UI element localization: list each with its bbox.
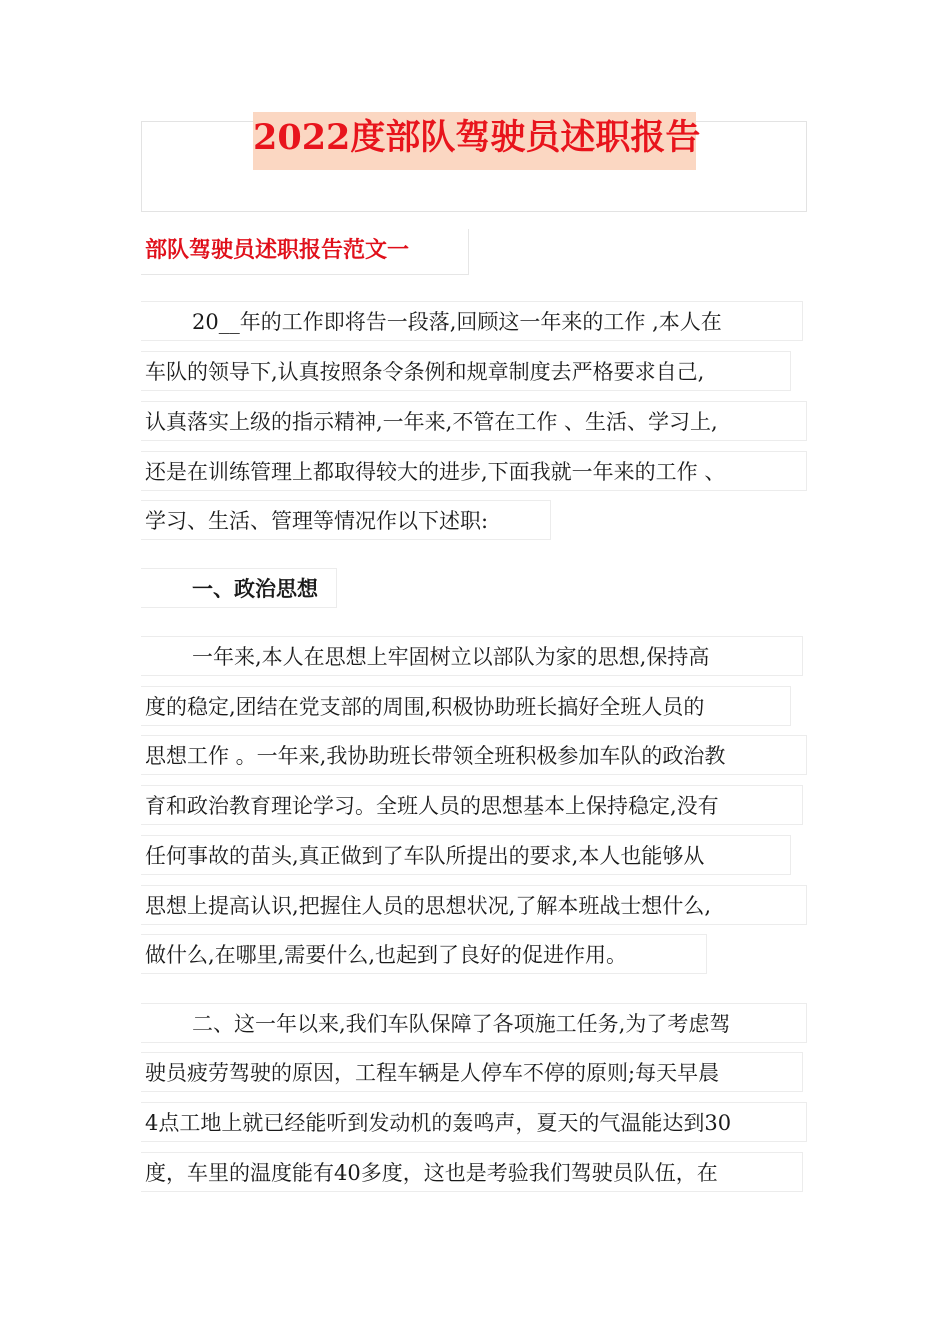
paragraph-line: 还是在训练管理上都取得较大的进步,下面我就一年来的工作 、 bbox=[141, 451, 807, 491]
paragraph-line: 认真落实上级的指示精神,一年来,不管在工作 、生活、学习上, bbox=[141, 401, 807, 441]
paragraph-line: 学习、生活、管理等情况作以下述职: bbox=[141, 500, 551, 540]
paragraph-line: 做什么,在哪里,需要什么,也起到了良好的促进作用。 bbox=[141, 934, 707, 974]
paragraph-line: 驶员疲劳驾驶的原因，工程车辆是人停车不停的原则;每天早晨 bbox=[141, 1052, 803, 1092]
document-title: 2022度部队驾驶员述职报告 bbox=[253, 112, 696, 170]
section-subtitle: 部队驾驶员述职报告范文一 bbox=[141, 229, 469, 275]
paragraph-line: 二、这一年以来,我们车队保障了各项施工任务,为了考虑驾 bbox=[141, 1003, 807, 1043]
paragraph-line: 度的稳定,团结在党支部的周围,积极协助班长搞好全班人员的 bbox=[141, 686, 791, 726]
paragraph-line: 任何事故的苗头,真正做到了车队所提出的要求,本人也能够从 bbox=[141, 835, 791, 875]
paragraph-line: 20__年的工作即将告一段落,回顾这一年来的工作 ,本人在 bbox=[141, 301, 803, 341]
paragraph-line: 4点工地上就已经能听到发动机的轰鸣声，夏天的气温能达到30 bbox=[141, 1102, 807, 1142]
paragraph-line: 思想工作 。一年来,我协助班长带领全班积极参加车队的政治教 bbox=[141, 735, 807, 775]
paragraph-line: 车队的领导下,认真按照条令条例和规章制度去严格要求自己, bbox=[141, 351, 791, 391]
paragraph-line: 一年来,本人在思想上牢固树立以部队为家的思想,保持高 bbox=[141, 636, 803, 676]
paragraph-line: 育和政治教育理论学习。全班人员的思想基本上保持稳定,没有 bbox=[141, 785, 803, 825]
paragraph-line: 度，车里的温度能有40多度，这也是考验我们驾驶员队伍，在 bbox=[141, 1152, 803, 1192]
paragraph-line: 思想上提高认识,把握住人员的思想状况,了解本班战士想什么, bbox=[141, 885, 807, 925]
section-heading: 一、政治思想 bbox=[141, 568, 337, 608]
